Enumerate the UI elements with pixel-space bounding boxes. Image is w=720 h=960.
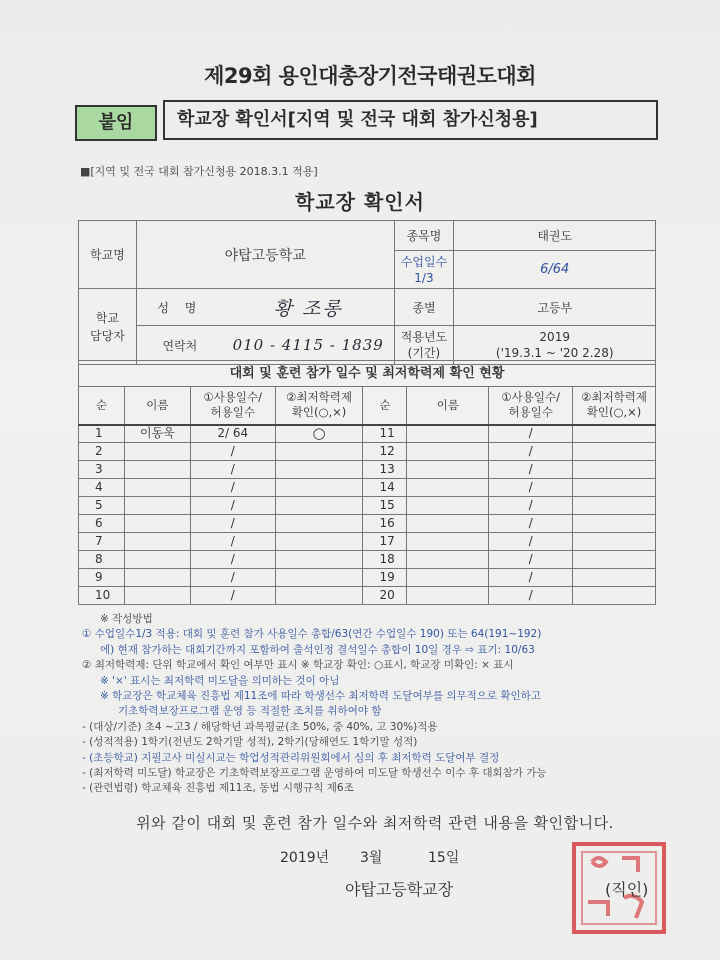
min-academic-check: [275, 497, 363, 515]
used-days: /: [489, 533, 573, 551]
contact-value: 010 - 4115 - 1839: [232, 336, 384, 354]
used-days: /: [190, 587, 275, 605]
attendance-row: [79, 443, 656, 461]
min-academic-check: [275, 443, 363, 461]
min-academic-check: [275, 569, 363, 587]
event-value: 태권도: [454, 221, 656, 251]
row-number: 8: [79, 551, 125, 569]
name-value: 황 조롱: [273, 297, 343, 320]
date-year: 2019년: [280, 850, 330, 866]
student-name: [124, 551, 190, 569]
min-academic-check: [573, 425, 656, 443]
row-number: 2: [79, 443, 125, 461]
min-academic-check: [573, 515, 656, 533]
student-name: [407, 425, 489, 443]
row-number: 3: [79, 461, 125, 479]
attendance-row: [79, 551, 656, 569]
min-academic-check: [573, 497, 656, 515]
min-academic-check: [275, 533, 363, 551]
col-days-left: ①사용일수/ 허용일수: [190, 387, 275, 425]
min-academic-check: [275, 515, 363, 533]
min-academic-check: [573, 479, 656, 497]
document-title: 학교장 확인서: [295, 190, 425, 214]
col-no-left: 순: [79, 387, 125, 425]
student-name: [124, 497, 190, 515]
used-days: /: [489, 569, 573, 587]
min-academic-check: [573, 461, 656, 479]
school-name-label: 학교명: [79, 221, 137, 289]
min-academic-check: [573, 551, 656, 569]
subtitle-box: 학교장 확인서[지역 및 전국 대회 참가신청용]: [163, 100, 658, 140]
instruction-line: ② 최저학력제: 단위 학교에서 확인 여부만 표시 ※ 학교장 확인: ○표시, 학교장 미확인: × 표시: [82, 659, 514, 672]
min-academic-check: [275, 551, 363, 569]
instruction-line: ① 수업일수1/3 적용: 대회 및 훈련 참가 사용일수 총합/63(연간 수업일수 190) 또는 64(191~192): [82, 628, 542, 641]
row-number: 9: [79, 569, 125, 587]
row-number: 20: [363, 587, 407, 605]
student-name: [407, 569, 489, 587]
division-label: 종별: [394, 289, 454, 326]
used-days: /: [190, 533, 275, 551]
used-days: /: [489, 461, 573, 479]
attendance-row: [79, 461, 656, 479]
used-days: 2/ 64: [190, 425, 275, 443]
row-number: 14: [363, 479, 407, 497]
min-academic-check: [573, 443, 656, 461]
student-name: [124, 461, 190, 479]
student-name: [124, 479, 190, 497]
school-days-label: 수업일수 1/3: [394, 251, 454, 289]
used-days: /: [190, 551, 275, 569]
row-number: 18: [363, 551, 407, 569]
instruction-line: - (대상/기준) 초4 ~고3 / 해당학년 과목평균(초 50%, 중 40%, 고 30%)적용: [82, 720, 438, 733]
student-name: [407, 443, 489, 461]
school-name-value: 야탑고등학교: [136, 221, 394, 289]
instruction-line: - (성적적용) 1학기(전년도 2학기말 성적), 2학기(당해연도 1학기말 성적): [82, 736, 418, 749]
appendix-label: 붙임: [75, 105, 157, 141]
col-name-left: 이름: [124, 387, 190, 425]
name-label: 성 명: [157, 300, 203, 315]
row-number: 4: [79, 479, 125, 497]
student-name: [124, 533, 190, 551]
instruction-line: 에) 현재 참가하는 대회기간까지 포함하여 출석인정 결석일수 총합이 10일 경우 ⇨ 표기: 10/63: [100, 643, 535, 656]
row-number: 7: [79, 533, 125, 551]
used-days: /: [489, 479, 573, 497]
col-days-right: ①사용일수/ 허용일수: [489, 387, 573, 425]
student-name: 이동욱: [124, 425, 190, 443]
used-days: /: [190, 569, 275, 587]
attendance-row: [79, 533, 656, 551]
used-days: /: [489, 587, 573, 605]
min-academic-check: [573, 533, 656, 551]
used-days: /: [489, 497, 573, 515]
col-name-right: 이름: [407, 387, 489, 425]
student-name: [124, 443, 190, 461]
attendance-header-row: [79, 387, 656, 425]
used-days: /: [190, 443, 275, 461]
attendance-row: [79, 425, 656, 443]
used-days: /: [489, 425, 573, 443]
row-number: 10: [79, 587, 125, 605]
row-number: 1: [79, 425, 125, 443]
col-no-right: 순: [363, 387, 407, 425]
student-name: [407, 533, 489, 551]
principal-title: 야탑고등학교장: [345, 880, 454, 899]
main-title: 제29회 용인대총장기전국태권도대회: [204, 64, 536, 88]
min-academic-check: [275, 587, 363, 605]
date-day: 15일: [428, 850, 460, 866]
attendance-section-title: 대회 및 훈련 참가 일수 및 최저학력제 확인 현황: [78, 360, 656, 386]
col-check-left: ②최저학력제 확인(○,×): [275, 387, 363, 425]
contact-label: 연락처: [162, 338, 198, 353]
used-days: /: [190, 461, 275, 479]
row-number: 16: [363, 515, 407, 533]
student-name: [407, 461, 489, 479]
confirmation-statement: 위와 같이 대회 및 훈련 참가 일수와 최저학력 관련 내용을 확인합니다.: [136, 814, 614, 832]
attendance-row: [79, 497, 656, 515]
min-academic-check: [573, 587, 656, 605]
student-name: [124, 587, 190, 605]
min-academic-check: [275, 461, 363, 479]
student-name: [124, 569, 190, 587]
year-value: 2019 ('19.3.1 ~ '20 2.28): [454, 326, 656, 365]
instruction-line: ※ '×' 표시는 최저학력 미도달을 의미하는 것이 아님: [100, 674, 340, 687]
used-days: /: [190, 515, 275, 533]
info-table: [78, 220, 656, 365]
writing-instructions: [82, 612, 682, 797]
attendance-table: [78, 386, 656, 605]
student-name: [407, 497, 489, 515]
school-days-value: 6/64: [454, 251, 656, 289]
student-name: [407, 479, 489, 497]
instruction-line: ※ 학교장은 학교체육 진흥법 제11조에 따라 학생선수 최저학력 도달여부를 의무적으로 확인하고: [100, 690, 541, 703]
instruction-line: - (최저학력 미도달) 학교장은 기초학력보장프로그램 운영하여 미도달 학생선수 이수 후 대회참가 가능: [82, 767, 547, 780]
date-month: 3월: [360, 850, 383, 866]
min-academic-check: [275, 479, 363, 497]
student-name: [407, 551, 489, 569]
instruction-line: - (초등학교) 지필고사 미실시교는 학업성적관리위원회에서 심의 후 최저학력 도달여부 결정: [82, 751, 500, 764]
row-number: 17: [363, 533, 407, 551]
division-value: 고등부: [454, 289, 656, 326]
row-number: 13: [363, 461, 407, 479]
attendance-row: [79, 587, 656, 605]
seal-label: (직인): [605, 880, 649, 899]
manager-label: 학교 담당자: [79, 289, 137, 365]
instruction-line: ※ 작성방법: [100, 613, 153, 625]
attendance-row: [79, 569, 656, 587]
student-name: [407, 587, 489, 605]
min-academic-check: ○: [275, 425, 363, 443]
event-label: 종목명: [394, 221, 454, 251]
instruction-line: - (관련법령) 학교체육 진흥법 제11조, 동법 시행규칙 제6조: [82, 782, 354, 795]
instruction-line: 기초학력보장프로그램 운영 등 적절한 조치를 취하여야 함: [118, 705, 382, 718]
min-academic-check: [573, 569, 656, 587]
row-number: 6: [79, 515, 125, 533]
used-days: /: [489, 515, 573, 533]
col-check-right: ②최저학력제 확인(○,×): [573, 387, 656, 425]
used-days: /: [489, 551, 573, 569]
student-name: [407, 515, 489, 533]
row-number: 5: [79, 497, 125, 515]
row-number: 19: [363, 569, 407, 587]
used-days: /: [489, 443, 573, 461]
used-days: /: [190, 497, 275, 515]
year-label: 적용년도 (기간): [394, 326, 454, 365]
applicability-note: ■[지역 및 전국 대회 참가신청용 2018.3.1 적용]: [80, 165, 318, 178]
attendance-row: [79, 515, 656, 533]
row-number: 11: [363, 425, 407, 443]
used-days: /: [190, 479, 275, 497]
attendance-row: [79, 479, 656, 497]
row-number: 12: [363, 443, 407, 461]
student-name: [124, 515, 190, 533]
row-number: 15: [363, 497, 407, 515]
